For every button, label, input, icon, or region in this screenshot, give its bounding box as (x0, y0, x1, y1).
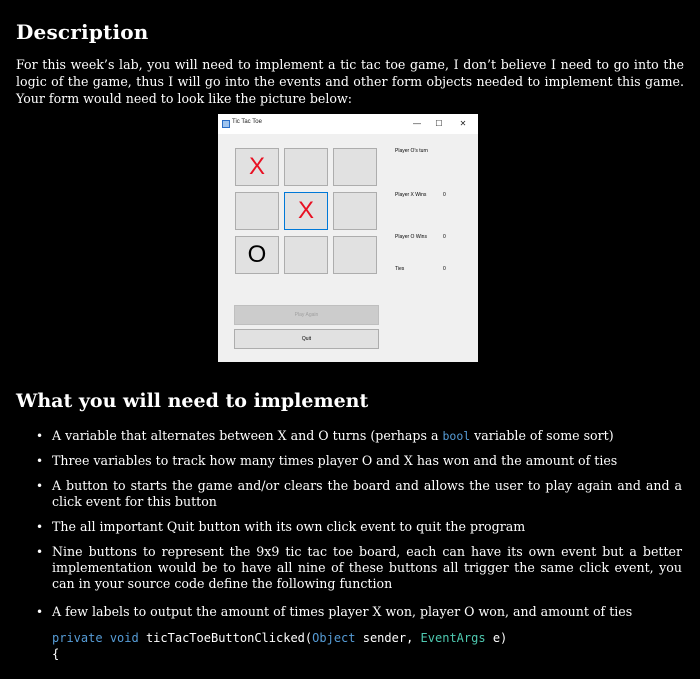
board-cell-3[interactable] (333, 148, 377, 186)
x-wins-value: 0 (443, 192, 446, 198)
bullet-text: Three variables to track how many times player O and X has won and the amount of ties (52, 453, 618, 468)
x-wins-label: Player X Wins (395, 192, 427, 198)
board-cell-7[interactable]: O (235, 236, 279, 274)
code-keyword: void (109, 631, 139, 645)
board-cell-8[interactable] (284, 236, 328, 274)
bullet-text: A button to starts the game and/or clears the board and allows the user to play again and and a click event for this button (52, 478, 682, 509)
bullet-text: A variable that alternates between X and O turns (perhaps a (52, 428, 443, 443)
play-again-button[interactable]: Play Again (234, 305, 379, 325)
description-heading: Description (16, 20, 149, 44)
bullet-dot: • (36, 429, 44, 443)
list-item (36, 428, 682, 444)
bullet-dot: • (36, 605, 44, 619)
board-cell-1[interactable]: X (235, 148, 279, 186)
list-item (36, 478, 682, 510)
description-paragraph: For this week’s lab, you will need to implement a tic tac toe game, I don’t believe I need to go into the logic of the game, thus I will go into the events and other form objects needed to implement this game. Your form would need to look like the picture below: (16, 57, 684, 106)
close-icon[interactable]: ✕ (459, 119, 467, 128)
code-punct: ( (304, 631, 313, 645)
bullet-dot: • (36, 454, 44, 468)
board-cell-5[interactable]: X (284, 192, 328, 230)
turn-label: Player O's turn (395, 148, 428, 154)
code-param: sender, (362, 631, 414, 645)
form-title: Tic Tac Toe (232, 119, 262, 125)
inline-code: bool (442, 429, 471, 443)
app-icon (222, 120, 230, 128)
code-type: Object (312, 631, 356, 645)
code-keyword: private (52, 631, 103, 645)
ties-label: Ties (395, 266, 405, 272)
board-cell-9[interactable] (333, 236, 377, 274)
tic-tac-toe-form-screenshot (218, 114, 478, 362)
code-snippet (52, 630, 507, 662)
bullet-dot: • (36, 479, 44, 493)
bullet-dot: • (36, 520, 44, 534)
board-cell-4[interactable] (235, 192, 279, 230)
bullet-text: variable of some sort) (470, 428, 614, 443)
board-cell-6[interactable] (333, 192, 377, 230)
o-wins-label: Player O Wins (395, 234, 427, 240)
implement-heading: What you will need to implement (16, 390, 369, 412)
list-item (36, 604, 682, 620)
quit-button[interactable]: Quit (234, 329, 379, 349)
code-param: e) (492, 631, 508, 645)
maximize-icon[interactable]: ☐ (435, 119, 443, 128)
minimize-icon[interactable]: — (413, 119, 421, 128)
code-method-name: ticTacToeButtonClicked (145, 631, 305, 645)
list-item (36, 519, 682, 535)
bullet-text: A few labels to output the amount of times player X won, player O won, and amount of ties (52, 604, 633, 619)
bullet-text: The all important Quit button with its own click event to quit the program (52, 519, 526, 534)
ties-value: 0 (443, 266, 446, 272)
list-item (36, 544, 682, 592)
code-brace: { (52, 647, 60, 661)
board-cell-2[interactable] (284, 148, 328, 186)
code-type: EventArgs (420, 631, 486, 645)
bullet-dot: • (36, 545, 44, 559)
list-item (36, 453, 682, 469)
form-titlebar (218, 114, 478, 134)
bullet-text: Nine buttons to represent the 9x9 tic tac toe board, each can have its own event but a better implementation would be to have all nine of these buttons all trigger the same click event, you can in your source code define the following function (52, 544, 682, 591)
o-wins-value: 0 (443, 234, 446, 240)
